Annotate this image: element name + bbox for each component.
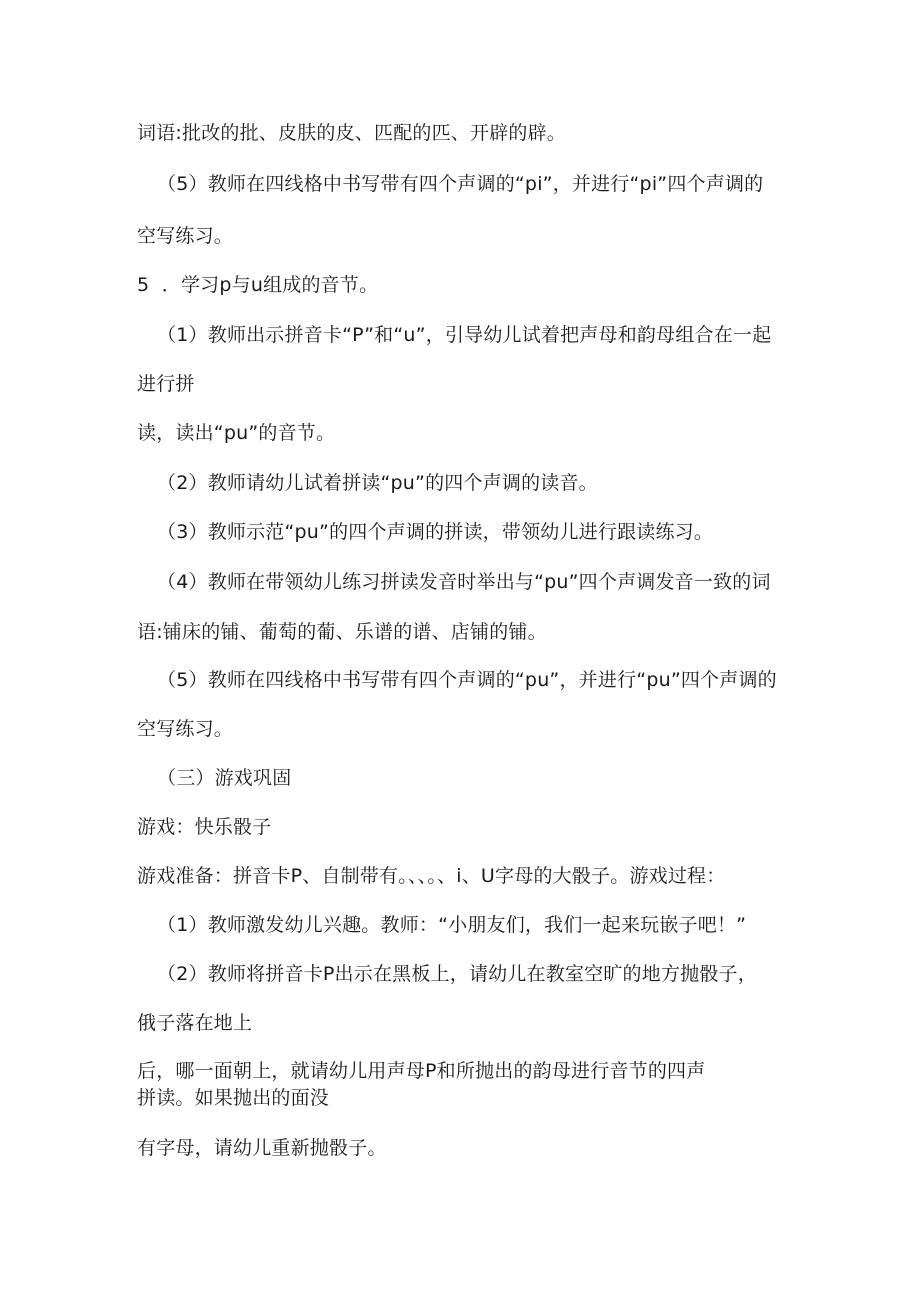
text-line: （3）教师示范“pu”的四个声调的拼读，带领幼儿进行跟读练习。 <box>157 521 714 543</box>
text-line: 空写练习。 <box>137 718 234 740</box>
text-line: （2）教师将拼音卡P出示在黑板上，请幼儿在教室空旷的地方抛骰子， <box>157 963 757 985</box>
text-line: 后，哪一面朝上，就请幼儿用声母P和所抛出的韵母进行音节的四声 <box>137 1060 706 1082</box>
section-heading: （三）游戏巩固 <box>157 767 292 789</box>
text-line: 进行拼 <box>137 373 195 395</box>
text-line: 游戏准备：拼音卡P、自制带有。、、。、i、U字母的大骰子。游戏过程： <box>137 865 726 887</box>
text-line: 俄子落在地上 <box>137 1012 253 1034</box>
text-line: 游戏：快乐骰子 <box>137 816 272 838</box>
text-line: （5）教师在四线格中书写带有四个声调的“pu”，并进行“pu”四个声调的 <box>157 669 777 691</box>
text-line: （1）教师出示拼音卡“P”和“u”，引导幼儿试着把声母和韵母组合在一起 <box>157 324 772 346</box>
text-line: （5）教师在四线格中书写带有四个声调的“pi”，并进行“pi”四个声调的 <box>157 173 764 195</box>
text-line: 有字母，请幼儿重新抛骰子。 <box>137 1137 387 1159</box>
text-line: 拼读。如果抛出的面没 <box>137 1087 330 1109</box>
text-line: （2）教师请幼儿试着拼读“pu”的四个声调的读音。 <box>157 472 598 494</box>
text-line: 语:铺床的铺、葡萄的葡、乐谱的谱、店铺的铺。 <box>137 621 547 643</box>
section-heading: 5 ．学习p与u组成的音节。 <box>137 274 379 296</box>
text-line: 词语:批改的批、皮肤的皮、匹配的匹、开辟的辟。 <box>137 122 567 144</box>
text-line: 读，读出“pu”的音节。 <box>137 422 336 444</box>
text-line: （4）教师在带领幼儿练习拼读发音时举出与“pu”四个声调发音一致的词 <box>157 571 771 593</box>
text-line: 空写练习。 <box>137 225 234 247</box>
text-line: （1）教师激发幼儿兴趣。教师：“小朋友们，我们一起来玩嵌子吧！” <box>157 914 747 936</box>
